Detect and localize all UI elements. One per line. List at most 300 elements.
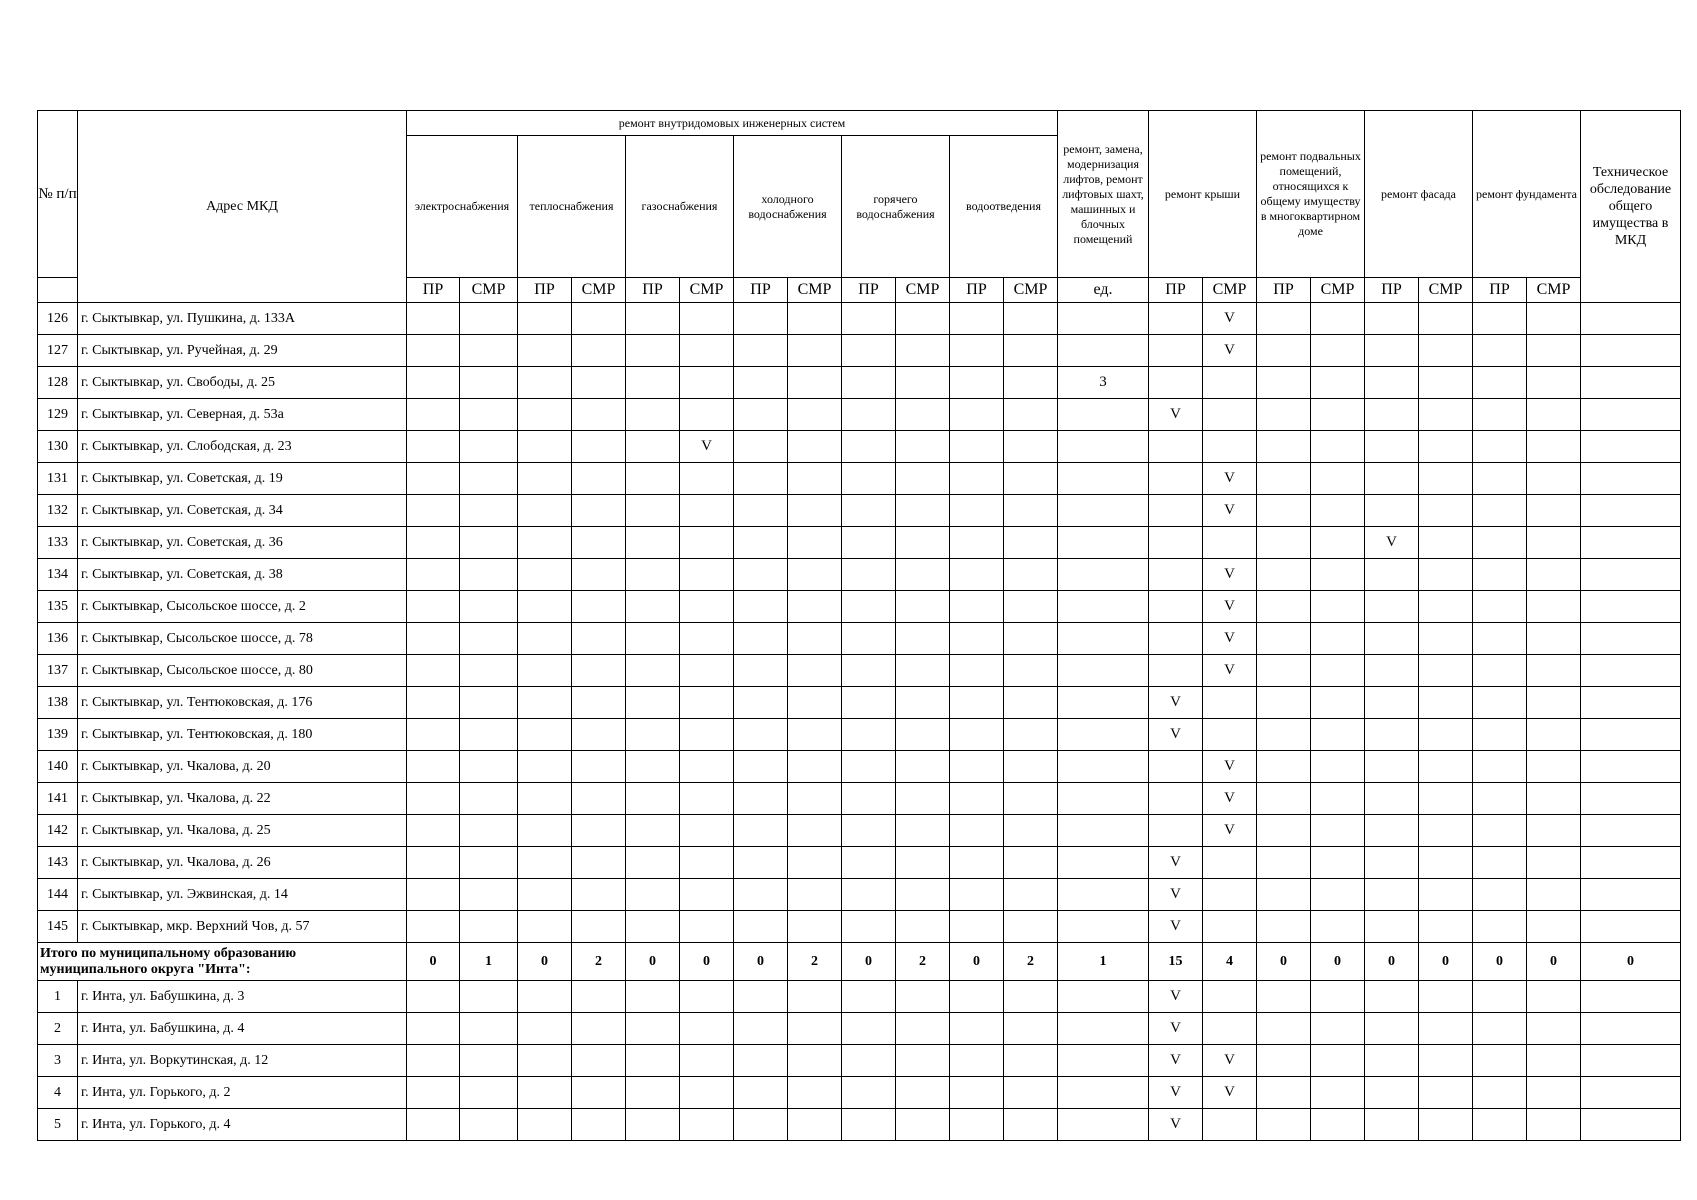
header-tech-inspection: Техническое обследование общего имущества в МКД	[1581, 111, 1681, 303]
row-cell-5	[680, 335, 734, 367]
row-cell-15	[1257, 1077, 1311, 1109]
row-cell-10	[950, 367, 1004, 399]
row-cell-8	[842, 751, 896, 783]
row-cell-9	[896, 559, 950, 591]
row-address: г. Сыктывкар, ул. Ручейная, д. 29	[78, 335, 407, 367]
row-cell-13: V	[1149, 1045, 1203, 1077]
table-row	[38, 911, 1681, 943]
row-cell-9	[896, 367, 950, 399]
row-cell-12	[1058, 687, 1149, 719]
row-address: г. Сыктывкар, ул. Советская, д. 36	[78, 527, 407, 559]
row-cell-11	[1004, 911, 1058, 943]
row-number: 139	[38, 719, 78, 751]
row-address: г. Инта, ул. Бабушкина, д. 3	[78, 981, 407, 1013]
row-cell-20	[1527, 655, 1581, 687]
row-cell-3	[572, 847, 626, 879]
row-cell-16	[1311, 527, 1365, 559]
subheader-pr-6: ПР	[734, 278, 788, 303]
row-cell-11	[1004, 1077, 1058, 1109]
row-cell-6	[734, 879, 788, 911]
row-cell-13: V	[1149, 399, 1203, 431]
row-number: 129	[38, 399, 78, 431]
row-number: 138	[38, 687, 78, 719]
row-cell-5	[680, 815, 734, 847]
subheader-pr-8: ПР	[842, 278, 896, 303]
row-cell-9	[896, 591, 950, 623]
table-row	[38, 1109, 1681, 1141]
row-cell-8	[842, 719, 896, 751]
row-cell-18	[1419, 495, 1473, 527]
row-cell-12	[1058, 879, 1149, 911]
row-cell-18	[1419, 1077, 1473, 1109]
header-lifts: ремонт, замена, модернизация лифтов, ремонт лифтовых шахт, машинных и блочных помещений	[1058, 111, 1149, 278]
total-cell-1: 1	[460, 943, 518, 981]
header-internal-systems: ремонт внутридомовых инженерных систем	[407, 111, 1058, 136]
subheader-pr-2: ПР	[518, 278, 572, 303]
row-cell-13	[1149, 815, 1203, 847]
row-cell-14: V	[1203, 815, 1257, 847]
row-cell-18	[1419, 719, 1473, 751]
row-cell-16	[1311, 495, 1365, 527]
row-cell-1	[460, 719, 518, 751]
row-cell-18	[1419, 1045, 1473, 1077]
table-row	[38, 463, 1681, 495]
row-cell-19	[1473, 879, 1527, 911]
row-cell-2	[518, 527, 572, 559]
row-cell-5	[680, 719, 734, 751]
total-cell-11: 2	[1004, 943, 1058, 981]
row-cell-21	[1581, 431, 1681, 463]
row-cell-9	[896, 1013, 950, 1045]
row-cell-5	[680, 303, 734, 335]
row-cell-19	[1473, 719, 1527, 751]
row-cell-21	[1581, 687, 1681, 719]
row-cell-8	[842, 655, 896, 687]
row-cell-9	[896, 623, 950, 655]
row-cell-18	[1419, 431, 1473, 463]
row-cell-9	[896, 495, 950, 527]
row-cell-11	[1004, 335, 1058, 367]
row-cell-18	[1419, 367, 1473, 399]
row-cell-12	[1058, 463, 1149, 495]
row-cell-18	[1419, 303, 1473, 335]
table-row	[38, 687, 1681, 719]
row-cell-7	[788, 399, 842, 431]
row-cell-15	[1257, 1013, 1311, 1045]
row-number: 135	[38, 591, 78, 623]
row-address: г. Сыктывкар, Сысольское шоссе, д. 78	[78, 623, 407, 655]
row-cell-19	[1473, 335, 1527, 367]
row-number: 1	[38, 981, 78, 1013]
row-cell-10	[950, 335, 1004, 367]
row-cell-11	[1004, 751, 1058, 783]
row-cell-12	[1058, 847, 1149, 879]
row-cell-17	[1365, 623, 1419, 655]
row-cell-17	[1365, 431, 1419, 463]
row-cell-16	[1311, 1077, 1365, 1109]
row-cell-18	[1419, 1109, 1473, 1141]
row-cell-14: V	[1203, 1077, 1257, 1109]
row-cell-12	[1058, 1077, 1149, 1109]
row-cell-15	[1257, 981, 1311, 1013]
row-cell-1	[460, 367, 518, 399]
row-cell-6	[734, 783, 788, 815]
row-cell-13: V	[1149, 687, 1203, 719]
row-cell-7	[788, 1013, 842, 1045]
row-cell-2	[518, 1109, 572, 1141]
subheader-smr-14: СМР	[1203, 278, 1257, 303]
row-cell-3	[572, 981, 626, 1013]
row-cell-21	[1581, 719, 1681, 751]
row-cell-8	[842, 367, 896, 399]
row-cell-2	[518, 911, 572, 943]
row-cell-19	[1473, 687, 1527, 719]
row-cell-6	[734, 911, 788, 943]
table-row	[38, 527, 1681, 559]
row-cell-6	[734, 399, 788, 431]
header-cold-water: холодного водоснабжения	[734, 136, 842, 278]
row-cell-6	[734, 687, 788, 719]
row-cell-19	[1473, 367, 1527, 399]
row-cell-17	[1365, 463, 1419, 495]
row-cell-21	[1581, 1109, 1681, 1141]
row-cell-7	[788, 719, 842, 751]
row-cell-16	[1311, 463, 1365, 495]
row-cell-7	[788, 559, 842, 591]
row-cell-11	[1004, 303, 1058, 335]
row-cell-14: V	[1203, 1045, 1257, 1077]
row-cell-10	[950, 463, 1004, 495]
row-cell-12	[1058, 303, 1149, 335]
row-cell-0	[407, 687, 460, 719]
row-cell-19	[1473, 399, 1527, 431]
row-cell-7	[788, 1045, 842, 1077]
subheader-pr-4: ПР	[626, 278, 680, 303]
row-cell-4	[626, 687, 680, 719]
row-address: г. Сыктывкар, ул. Пушкина, д. 133А	[78, 303, 407, 335]
row-cell-18	[1419, 911, 1473, 943]
row-cell-13: V	[1149, 981, 1203, 1013]
subheader-smr-5: СМР	[680, 278, 734, 303]
row-cell-11	[1004, 463, 1058, 495]
row-cell-1	[460, 463, 518, 495]
row-cell-5	[680, 495, 734, 527]
header-foundation: ремонт фундамента	[1473, 111, 1581, 278]
row-cell-4	[626, 655, 680, 687]
row-cell-0	[407, 783, 460, 815]
row-address: г. Сыктывкар, ул. Эжвинская, д. 14	[78, 879, 407, 911]
row-cell-12	[1058, 1013, 1149, 1045]
row-cell-18	[1419, 335, 1473, 367]
row-cell-1	[460, 879, 518, 911]
row-cell-2	[518, 1045, 572, 1077]
row-cell-4	[626, 495, 680, 527]
row-cell-20	[1527, 879, 1581, 911]
table-row	[38, 981, 1681, 1013]
row-cell-10	[950, 911, 1004, 943]
row-cell-8	[842, 879, 896, 911]
row-address: г. Инта, ул. Горького, д. 2	[78, 1077, 407, 1109]
row-cell-1	[460, 1045, 518, 1077]
row-cell-3	[572, 591, 626, 623]
row-cell-3	[572, 783, 626, 815]
row-cell-16	[1311, 815, 1365, 847]
row-cell-14	[1203, 1109, 1257, 1141]
row-cell-10	[950, 655, 1004, 687]
row-cell-15	[1257, 559, 1311, 591]
row-cell-3	[572, 911, 626, 943]
row-cell-18	[1419, 783, 1473, 815]
row-cell-19	[1473, 1013, 1527, 1045]
row-cell-16	[1311, 399, 1365, 431]
row-cell-10	[950, 879, 1004, 911]
row-cell-11	[1004, 623, 1058, 655]
row-address: г. Сыктывкар, ул. Чкалова, д. 22	[78, 783, 407, 815]
table-row	[38, 1045, 1681, 1077]
row-cell-17	[1365, 1109, 1419, 1141]
row-cell-9	[896, 431, 950, 463]
row-cell-19	[1473, 1109, 1527, 1141]
row-cell-9	[896, 847, 950, 879]
row-cell-1	[460, 783, 518, 815]
row-address: г. Сыктывкар, ул. Свободы, д. 25	[78, 367, 407, 399]
row-cell-7	[788, 623, 842, 655]
row-cell-15	[1257, 879, 1311, 911]
row-cell-3	[572, 335, 626, 367]
row-cell-15	[1257, 303, 1311, 335]
row-cell-16	[1311, 623, 1365, 655]
row-address: г. Инта, ул. Горького, д. 4	[78, 1109, 407, 1141]
row-cell-14: V	[1203, 655, 1257, 687]
row-cell-1	[460, 527, 518, 559]
total-cell-3: 2	[572, 943, 626, 981]
row-cell-20	[1527, 815, 1581, 847]
row-number: 3	[38, 1045, 78, 1077]
row-cell-10	[950, 527, 1004, 559]
subheader-num-empty	[38, 278, 78, 303]
subheader-smr-20: СМР	[1527, 278, 1581, 303]
row-cell-16	[1311, 559, 1365, 591]
row-cell-16	[1311, 655, 1365, 687]
row-cell-20	[1527, 751, 1581, 783]
row-cell-8	[842, 815, 896, 847]
row-cell-20	[1527, 495, 1581, 527]
row-cell-5	[680, 687, 734, 719]
row-cell-2	[518, 431, 572, 463]
row-cell-4	[626, 463, 680, 495]
row-cell-15	[1257, 591, 1311, 623]
row-cell-8	[842, 687, 896, 719]
row-cell-1	[460, 847, 518, 879]
row-cell-7	[788, 751, 842, 783]
row-cell-4	[626, 783, 680, 815]
row-cell-10	[950, 815, 1004, 847]
row-cell-16	[1311, 303, 1365, 335]
row-cell-18	[1419, 879, 1473, 911]
row-cell-3	[572, 655, 626, 687]
row-cell-16	[1311, 783, 1365, 815]
row-cell-0	[407, 335, 460, 367]
row-cell-6	[734, 1109, 788, 1141]
row-cell-18	[1419, 527, 1473, 559]
row-cell-17	[1365, 367, 1419, 399]
row-cell-13	[1149, 559, 1203, 591]
row-cell-1	[460, 1077, 518, 1109]
row-cell-15	[1257, 815, 1311, 847]
row-cell-4	[626, 1013, 680, 1045]
row-cell-16	[1311, 879, 1365, 911]
row-number: 128	[38, 367, 78, 399]
row-cell-2	[518, 1013, 572, 1045]
subheader-smr-18: СМР	[1419, 278, 1473, 303]
row-cell-3	[572, 399, 626, 431]
table-row	[38, 591, 1681, 623]
row-cell-0	[407, 981, 460, 1013]
row-cell-13	[1149, 783, 1203, 815]
row-cell-17	[1365, 687, 1419, 719]
row-cell-5	[680, 623, 734, 655]
total-cell-7: 2	[788, 943, 842, 981]
row-cell-13: V	[1149, 1077, 1203, 1109]
row-cell-6	[734, 623, 788, 655]
row-cell-14	[1203, 981, 1257, 1013]
row-cell-9	[896, 687, 950, 719]
row-cell-2	[518, 687, 572, 719]
row-cell-9	[896, 981, 950, 1013]
row-cell-4	[626, 335, 680, 367]
row-number: 132	[38, 495, 78, 527]
row-number: 127	[38, 335, 78, 367]
row-cell-0	[407, 1013, 460, 1045]
row-address: г. Сыктывкар, ул. Чкалова, д. 25	[78, 815, 407, 847]
row-cell-9	[896, 335, 950, 367]
row-cell-11	[1004, 527, 1058, 559]
row-cell-4	[626, 847, 680, 879]
row-cell-18	[1419, 591, 1473, 623]
row-cell-14	[1203, 879, 1257, 911]
row-cell-11	[1004, 591, 1058, 623]
row-cell-18	[1419, 399, 1473, 431]
row-cell-17	[1365, 495, 1419, 527]
row-cell-11	[1004, 1013, 1058, 1045]
row-cell-12	[1058, 559, 1149, 591]
row-cell-11	[1004, 655, 1058, 687]
row-cell-11	[1004, 431, 1058, 463]
row-cell-8	[842, 399, 896, 431]
header-roof: ремонт крыши	[1149, 111, 1257, 278]
row-cell-15	[1257, 751, 1311, 783]
row-cell-14	[1203, 911, 1257, 943]
row-cell-16	[1311, 1013, 1365, 1045]
row-cell-21	[1581, 1045, 1681, 1077]
row-cell-16	[1311, 1045, 1365, 1077]
subheader-smr-7: СМР	[788, 278, 842, 303]
row-cell-20	[1527, 687, 1581, 719]
row-cell-8	[842, 431, 896, 463]
row-cell-1	[460, 495, 518, 527]
header-basement: ремонт подвальных помещений, относящихся к общему имуществу в многоквартирном доме	[1257, 111, 1365, 278]
row-cell-19	[1473, 591, 1527, 623]
row-cell-18	[1419, 1013, 1473, 1045]
row-cell-18	[1419, 463, 1473, 495]
row-cell-5	[680, 1077, 734, 1109]
row-cell-20	[1527, 847, 1581, 879]
row-cell-5	[680, 879, 734, 911]
row-cell-18	[1419, 981, 1473, 1013]
row-cell-4	[626, 527, 680, 559]
row-cell-13	[1149, 367, 1203, 399]
row-cell-17	[1365, 591, 1419, 623]
header-electro: электроснабжения	[407, 136, 518, 278]
row-cell-9	[896, 815, 950, 847]
row-number: 143	[38, 847, 78, 879]
row-cell-13: V	[1149, 1013, 1203, 1045]
row-cell-1	[460, 687, 518, 719]
row-cell-19	[1473, 655, 1527, 687]
row-cell-19	[1473, 431, 1527, 463]
row-cell-9	[896, 655, 950, 687]
table-row	[38, 719, 1681, 751]
row-cell-17	[1365, 847, 1419, 879]
row-cell-3	[572, 431, 626, 463]
row-cell-20	[1527, 591, 1581, 623]
row-cell-6	[734, 1013, 788, 1045]
row-cell-10	[950, 1045, 1004, 1077]
row-cell-14	[1203, 687, 1257, 719]
row-cell-15	[1257, 431, 1311, 463]
row-cell-7	[788, 847, 842, 879]
row-cell-3	[572, 495, 626, 527]
row-cell-2	[518, 751, 572, 783]
row-cell-21	[1581, 783, 1681, 815]
row-cell-3	[572, 1109, 626, 1141]
row-number: 145	[38, 911, 78, 943]
row-cell-12	[1058, 815, 1149, 847]
row-cell-3	[572, 1077, 626, 1109]
row-cell-11	[1004, 399, 1058, 431]
row-cell-5	[680, 1013, 734, 1045]
row-cell-0	[407, 527, 460, 559]
subheader-pr-15: ПР	[1257, 278, 1311, 303]
subheader-unit-12: ед.	[1058, 278, 1149, 303]
row-cell-15	[1257, 495, 1311, 527]
row-cell-20	[1527, 399, 1581, 431]
row-cell-6	[734, 367, 788, 399]
table-row	[38, 367, 1681, 399]
row-cell-17	[1365, 1077, 1419, 1109]
row-cell-6	[734, 591, 788, 623]
row-cell-15	[1257, 1045, 1311, 1077]
row-cell-13: V	[1149, 911, 1203, 943]
row-cell-20	[1527, 463, 1581, 495]
row-cell-6	[734, 463, 788, 495]
row-cell-18	[1419, 655, 1473, 687]
row-cell-15	[1257, 783, 1311, 815]
row-cell-3	[572, 719, 626, 751]
row-number: 142	[38, 815, 78, 847]
row-cell-6	[734, 527, 788, 559]
row-cell-4	[626, 399, 680, 431]
row-cell-19	[1473, 303, 1527, 335]
row-cell-6	[734, 981, 788, 1013]
row-cell-8	[842, 981, 896, 1013]
row-cell-0	[407, 623, 460, 655]
row-cell-17	[1365, 879, 1419, 911]
row-cell-20	[1527, 1045, 1581, 1077]
row-cell-17	[1365, 911, 1419, 943]
row-cell-15	[1257, 1109, 1311, 1141]
row-cell-18	[1419, 847, 1473, 879]
